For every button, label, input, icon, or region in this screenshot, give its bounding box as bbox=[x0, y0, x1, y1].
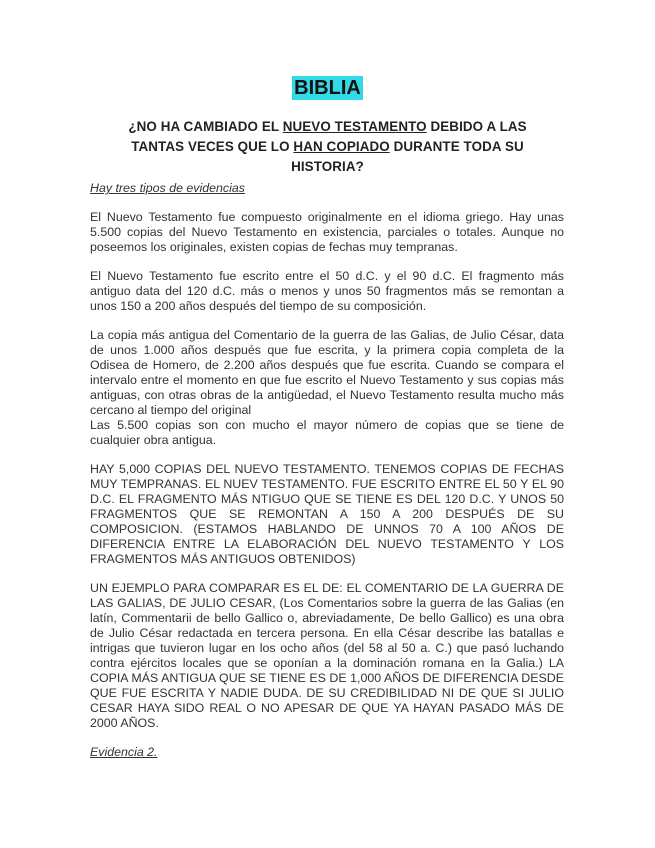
paragraph-5: HAY 5,000 COPIAS DEL NUEVO TESTAMENTO. TENEMOS COPIAS DE FECHAS MUY TEMPRANAS. EL NUEV TESTAMENTO. FUE ESCRITO ENTRE EL 50 Y EL 90 D.C. EL FRAGMENTO MÁS NTIGUO QUE SE TIENE ES DEL 120 D.C. Y UNOS 50 FRAGMENTOS QUE SE REMONTAN A 150 A 200 DESPUÉS DE SU COMPOSICION. (ESTAMOS HABLANDO DE UNNOS 70 A 100 AÑOS DE DIFERENCIA ENTRE LA ELABORACIÓN DEL NUEVO TESTAMENTO Y LOS FRAGMENTOS MÁS ANTIGUOS OBTENIDOS) bbox=[90, 462, 564, 566]
subtitle-underlined-2: HAN COPIADO bbox=[293, 139, 390, 154]
footer-heading: Evidencia 2. bbox=[90, 745, 158, 759]
paragraph-6: UN EJEMPLO PARA COMPARAR ES EL DE: EL COMENTARIO DE LA GUERRA DE LAS GALIAS, DE JULIO CESAR, (Los Comentarios sobre la guerra de las Galias (en latín, Commentarii de bello Gallico o, abreviadamente, De bello Gallico) es una obra de Julio César redactada en tercera persona. En ella César describe las batallas e intrigas que tuvieron lugar en los ocho años (del 58 al 50 a. C.) que pasó luchando contra ejércitos locales que se oponían a la dominación romana en la Galia.) LA COPIA MÁS ANTIGUA QUE SE TIENE ES DE 1,000 AÑOS DE DIFERENCIA DESDE QUE FUE ESCRITA Y NADIE DUDA. DE SU CREDIBILIDAD NI DE QUE SI JULIO CESAR HAYA SIDO REAL O NO APESAR DE QUE YA HAYAN PASADO MÁS DE 2000 AÑOS. bbox=[90, 581, 564, 730]
paragraph-3: La copia más antigua del Comentario de la guerra de las Galias, de Julio César, data de unos 1.000 años después que fue escrita, y la primera copia completa de la Odisea de Homero, de 2.200 años después que fue escrita. Cuando se compara el intervalo entre el momento en que fue escrito el Nuevo Testamento y sus copias más antiguas, con otras obras de la antigüedad, el Nuevo Testamento resulta mucho más cercano al tiempo del original bbox=[90, 328, 564, 417]
subtitle-underlined-1: NUEVO TESTAMENTO bbox=[282, 119, 427, 134]
paragraph-2: El Nuevo Testamento fue escrito entre el 50 d.C. y el 90 d.C. El fragmento más antiguo data del 120 d.C. más o menos y unos 50 fragmentos más se remontan a unos 150 a 200 años después del tiempo de su composición. bbox=[90, 269, 564, 313]
subtitle bbox=[100, 117, 555, 177]
paragraph-1: El Nuevo Testamento fue compuesto originalmente en el idioma griego. Hay unas 5.500 copias del Nuevo Testamento en existencia, parciales o totales. Aunque no poseemos los originales, existen copias de fechas muy tempranas. bbox=[90, 210, 564, 254]
section-heading: Hay tres tipos de evidencias bbox=[90, 181, 245, 195]
document-body bbox=[90, 181, 564, 760]
page-title: BIBLIA bbox=[294, 77, 361, 99]
paragraph-4: Las 5.500 copias son con mucho el mayor número de copias que se tiene de cualquier obra antigua. bbox=[90, 418, 564, 447]
subtitle-part-3: DURANTE TODA SU HISTORIA? bbox=[291, 139, 524, 174]
title-wrap bbox=[0, 76, 655, 100]
subtitle-part-2: DEBIDO A LAS TANTAS VECES QUE LO bbox=[131, 119, 527, 154]
subtitle-part-1: ¿NO HA CAMBIADO EL bbox=[128, 119, 283, 134]
